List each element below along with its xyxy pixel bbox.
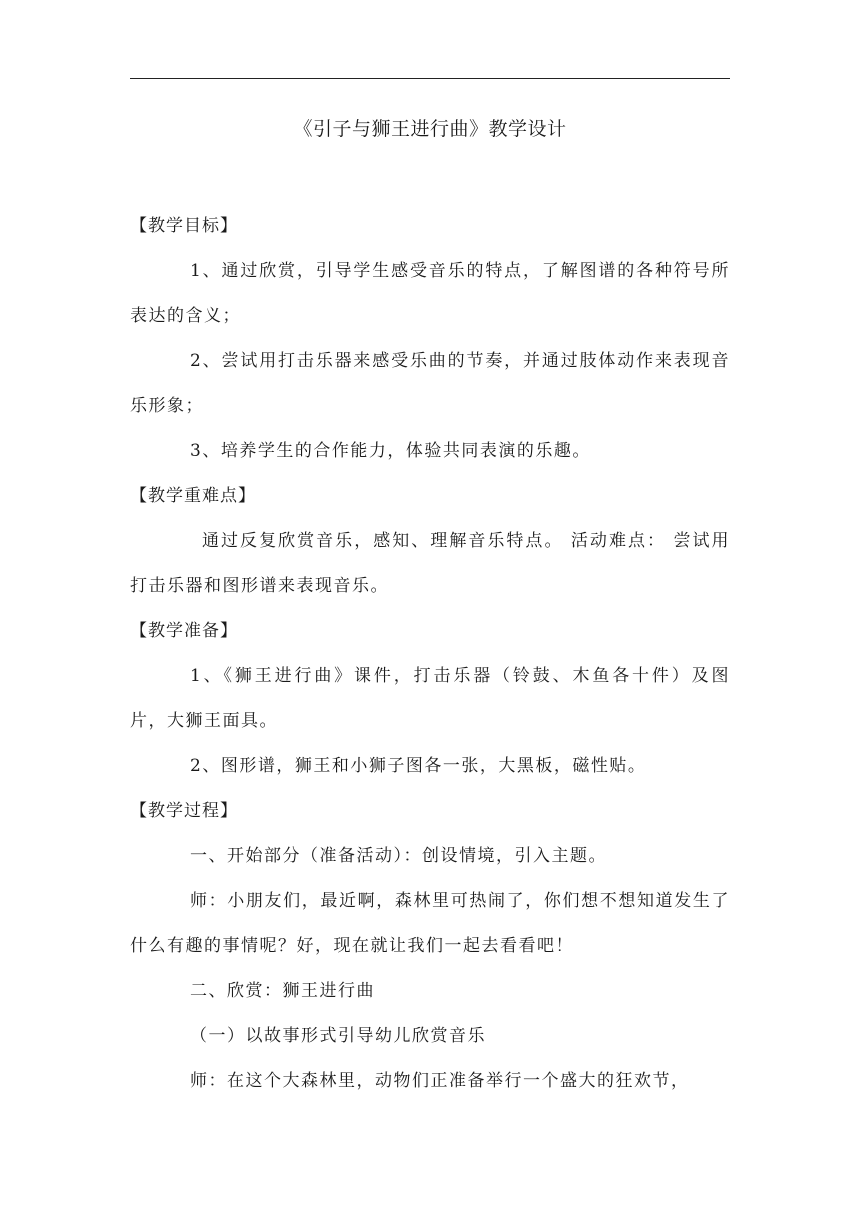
document-body [130,204,730,1104]
section-heading-process: 【教学过程】 [130,801,238,821]
paragraph: 师：小朋友们，最近啊，森林里可热闹了，你们想不想知道发生了什么有趣的事情呢？好，现在就让我们一起去看看吧！ [130,891,730,956]
paragraph: 二、欣赏：狮王进行曲 [190,981,375,1001]
paragraph: 3、培养学生的合作能力，体验共同表演的乐趣。 [190,441,591,461]
paragraph: （一）以故事形式引导幼儿欣赏音乐 [190,1026,486,1046]
section-heading-preparation: 【教学准备】 [130,621,238,641]
paragraph: 1、通过欣赏，引导学生感受音乐的特点，了解图谱的各种符号所表达的含义； [130,261,730,326]
paragraph: 师：在这个大森林里，动物们正准备举行一个盛大的狂欢节， [190,1071,690,1091]
document-title: 《引子与狮王进行曲》教学设计 [293,118,567,140]
paragraph: 1、《狮王进行曲》课件，打击乐器（铃鼓、木鱼各十件）及图片，大狮王面具。 [130,666,730,731]
paragraph: 2、尝试用打击乐器来感受乐曲的节奏，并通过肢体动作来表现音乐形象； [130,351,730,416]
paragraph: 2、图形谱，狮王和小狮子图各一张，大黑板，磁性贴。 [190,756,647,776]
paragraph: 一、开始部分（准备活动）：创设情境，引入主题。 [190,846,607,866]
section-heading-objectives: 【教学目标】 [130,216,238,236]
header-rule [130,78,730,79]
section-heading-key-points: 【教学重难点】 [130,486,256,506]
paragraph: 通过反复欣赏音乐，感知、理解音乐特点。 活动难点： 尝试用打击乐器和图形谱来表现音乐。 [130,531,730,596]
